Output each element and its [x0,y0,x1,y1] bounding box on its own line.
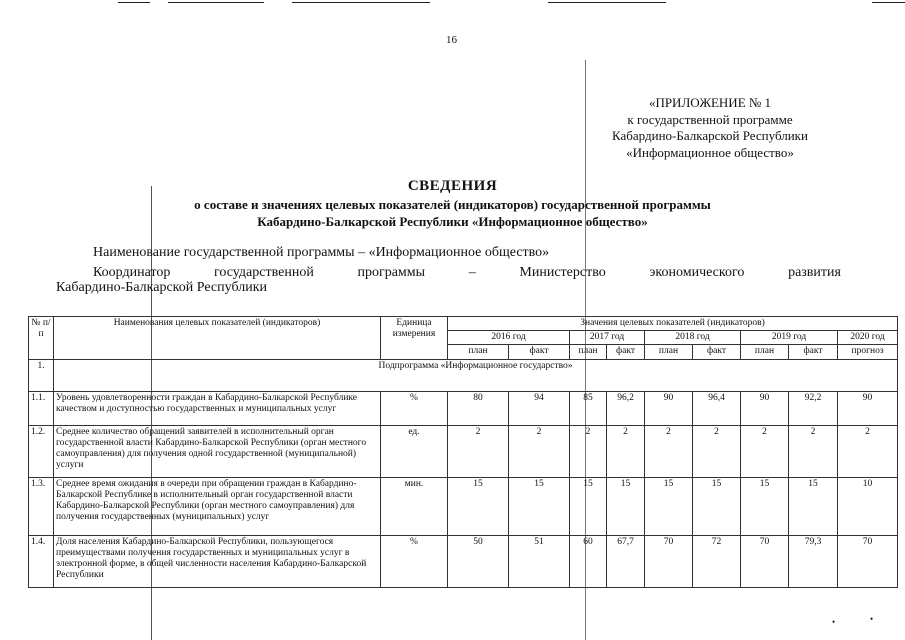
value-cell: 15 [607,478,645,536]
table-row [29,426,898,478]
header-fact: факт [509,345,570,360]
subprogram-num: 1. [29,360,54,392]
value-cell: 2 [448,426,509,478]
value-cell: 60 [570,536,607,588]
header-year: 2016 год [448,331,570,345]
header-plan: план [570,345,607,360]
value-cell: 67,7 [607,536,645,588]
row-unit: ед. [381,426,448,478]
header-fact: факт [607,345,645,360]
value-cell: 90 [741,392,789,426]
header-year: 2018 год [645,331,741,345]
coordinator-word: государственной [214,265,314,280]
row-unit: % [381,536,448,588]
value-cell: 70 [741,536,789,588]
value-cell: 2 [509,426,570,478]
value-cell: 15 [448,478,509,536]
document-heading: СВЕДЕНИЯ [407,178,498,194]
row-name: Среднее время ожидания в очереди при обращении граждан в Кабардино-Балкарской Республике в исполнительный орган государственной власти Кабардино-Балкарской Республики (орган местного самоуправления) для получения государственных (муниципальных) услуг [54,478,381,536]
appendix-line: «ПРИЛОЖЕНИЕ № 1 [648,95,772,110]
row-num: 1.1. [29,392,54,426]
value-cell: 2 [838,426,898,478]
header-values-group: Значения целевых показателей (индикаторов) [448,317,898,331]
row-name: Уровень удовлетворенности граждан в Кабардино-Балкарской Республике качеством и доступностью государственных и муниципальных услуг [54,392,381,426]
value-cell: 96,2 [607,392,645,426]
header-fact: факт [789,345,838,360]
row-name: Доля населения Кабардино-Балкарской Республики, пользующегося преимуществами получения государственных и муниципальных услуг в электронной форме, в общей численности населения Кабардино-Балкарской Республики [54,536,381,588]
header-year: 2020 год [838,331,898,345]
scan-artifact-line [118,2,150,3]
row-num: 1.4. [29,536,54,588]
row-unit: мин. [381,478,448,536]
header-year: 2017 год [570,331,645,345]
value-cell: 50 [448,536,509,588]
value-cell: 85 [570,392,607,426]
value-cell: 79,3 [789,536,838,588]
value-cell: 72 [693,536,741,588]
header-plan: план [448,345,509,360]
table-row [29,536,898,588]
value-cell: 96,4 [693,392,741,426]
value-cell: 2 [607,426,645,478]
coordinator-word: – [468,265,476,280]
value-cell: 92,2 [789,392,838,426]
value-cell: 15 [741,478,789,536]
coordinator-line: Кабардино-Балкарской Республики [56,280,267,295]
coordinator-line [93,265,841,281]
header-year: 2019 год [741,331,838,345]
scan-artifact-line [872,2,905,3]
value-cell: 70 [645,536,693,588]
value-cell: 10 [838,478,898,536]
scan-artifact-line [548,2,666,3]
value-cell: 2 [693,426,741,478]
document-subtitle: Кабардино-Балкарской Республики «Информационное общество» [257,214,648,229]
page-number: 16 [446,34,457,46]
value-cell: 2 [645,426,693,478]
row-num: 1.2. [29,426,54,478]
value-cell: 70 [838,536,898,588]
appendix-block [560,95,860,161]
value-cell: 2 [570,426,607,478]
indicators-table [28,316,898,588]
header-plan: план [741,345,789,360]
program-name: Наименование государственной программы – «Информационное общество» [93,245,550,260]
value-cell: 80 [448,392,509,426]
coordinator-word: экономического [649,265,745,280]
appendix-line: Кабардино-Балкарской Республики [612,128,808,143]
table-row [29,478,898,536]
coordinator-word: Координатор [93,265,171,280]
appendix-line: «Информационное общество» [626,144,794,160]
row-unit: % [381,392,448,426]
header-fact: факт [693,345,741,360]
header-num: № п/п [29,317,54,360]
value-cell: 51 [509,536,570,588]
appendix-line: к государственной программе [627,111,793,127]
value-cell: 2 [789,426,838,478]
scan-artifact-line [292,2,430,3]
header-name: Наименования целевых показателей (индикаторов) [54,317,381,360]
coordinator-word: программы [357,265,426,280]
coordinator-word: Министерство [519,265,606,280]
document-subtitle: о составе и значениях целевых показателей (индикаторов) государственной программы [194,197,711,212]
scan-speck: • [832,617,836,627]
header-plan: план [645,345,693,360]
coordinator-word: развития [788,265,841,280]
table-row [29,392,898,426]
value-cell: 15 [693,478,741,536]
value-cell: 15 [570,478,607,536]
value-cell: 15 [509,478,570,536]
header-unit: Единица измерения [381,317,448,360]
value-cell: 15 [645,478,693,536]
header-forecast: прогноз [838,345,898,360]
row-num: 1.3. [29,478,54,536]
row-name: Среднее количество обращений заявителей в исполнительный орган государственной власти Кабардино-Балкарской Республики (орган местного самоуправления) для получения одной государственной (муниципальной) услуги [54,426,381,478]
scan-speck: • [870,614,874,624]
value-cell: 90 [838,392,898,426]
scan-artifact-line [168,2,264,3]
value-cell: 15 [789,478,838,536]
value-cell: 94 [509,392,570,426]
subprogram-label: Подпрограмма «Информационное государство» [54,360,898,392]
value-cell: 90 [645,392,693,426]
value-cell: 2 [741,426,789,478]
